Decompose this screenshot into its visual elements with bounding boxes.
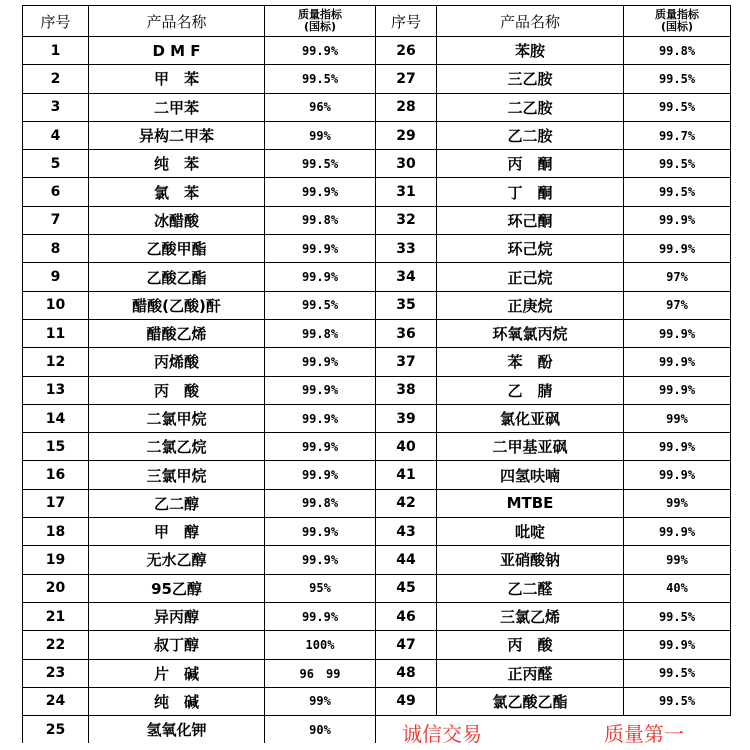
row-number: 45 (376, 574, 437, 602)
row-number: 6 (23, 178, 89, 206)
quality-spec: 99.9% (265, 461, 376, 489)
row-number: 13 (23, 376, 89, 404)
header-name-right: 产品名称 (437, 6, 624, 37)
table-row (23, 291, 731, 319)
product-name: 四氢呋喃 (437, 461, 624, 489)
header-spec-line2: (国标) (660, 20, 694, 33)
product-name: 乙二醇 (89, 489, 265, 517)
slogan-left: 诚信交易 (402, 722, 482, 744)
product-name: 正丙醛 (437, 659, 624, 687)
table-row (23, 121, 731, 149)
quality-spec: 99.9% (265, 518, 376, 546)
row-number: 19 (23, 546, 89, 574)
product-name: 乙 腈 (437, 376, 624, 404)
row-number: 30 (376, 150, 437, 178)
row-number: 32 (376, 206, 437, 234)
quality-spec: 99.9% (265, 37, 376, 65)
header-seq-right: 序号 (376, 6, 437, 37)
product-name: 乙二醛 (437, 574, 624, 602)
row-number: 24 (23, 687, 89, 715)
row-number: 46 (376, 602, 437, 630)
product-table (22, 5, 731, 743)
product-name: 二乙胺 (437, 93, 624, 121)
product-name: 乙酸甲酯 (89, 235, 265, 263)
header-name-left: 产品名称 (89, 6, 265, 37)
row-number: 20 (23, 574, 89, 602)
product-name: 二甲基亚砜 (437, 433, 624, 461)
quality-spec: 99.5% (624, 178, 731, 206)
table-row (23, 235, 731, 263)
quality-spec: 95% (265, 574, 376, 602)
row-number: 33 (376, 235, 437, 263)
quality-spec: 99.5% (265, 65, 376, 93)
product-name: 苯 酚 (437, 348, 624, 376)
table-row (23, 574, 731, 602)
quality-spec: 99.9% (624, 433, 731, 461)
product-name: 无水乙醇 (89, 546, 265, 574)
quality-spec: 99.5% (624, 687, 731, 715)
product-name: 冰醋酸 (89, 206, 265, 234)
row-number: 4 (23, 121, 89, 149)
quality-spec: 97% (624, 291, 731, 319)
table-row (23, 489, 731, 517)
row-number: 35 (376, 291, 437, 319)
quality-spec: 99.9% (265, 546, 376, 574)
row-number: 10 (23, 291, 89, 319)
product-name: 乙酸乙酯 (89, 263, 265, 291)
table-row (23, 65, 731, 93)
row-number: 38 (376, 376, 437, 404)
row-number: 17 (23, 489, 89, 517)
quality-spec: 99% (624, 489, 731, 517)
quality-spec: 99.9% (624, 376, 731, 404)
quality-spec: 99.9% (265, 235, 376, 263)
slogan-right: 质量第一 (604, 722, 684, 744)
table-row (23, 546, 731, 574)
product-name: 吡啶 (437, 518, 624, 546)
row-number: 27 (376, 65, 437, 93)
product-name: 乙二胺 (437, 121, 624, 149)
quality-spec: 99.9% (265, 404, 376, 432)
slogan-cell (376, 716, 731, 744)
quality-spec: 99.9% (265, 602, 376, 630)
header-spec-left (265, 6, 376, 37)
row-number: 40 (376, 433, 437, 461)
row-number: 15 (23, 433, 89, 461)
table-row (23, 348, 731, 376)
table-row (23, 433, 731, 461)
product-name: 二氯甲烷 (89, 404, 265, 432)
table-row (23, 93, 731, 121)
row-number: 49 (376, 687, 437, 715)
product-name: 正己烷 (437, 263, 624, 291)
row-number: 47 (376, 631, 437, 659)
table-row (23, 376, 731, 404)
table-row (23, 319, 731, 347)
row-number: 3 (23, 93, 89, 121)
quality-spec: 99% (265, 687, 376, 715)
quality-spec: 99.5% (624, 659, 731, 687)
quality-spec: 99.5% (624, 602, 731, 630)
header-spec-line2: (国标) (303, 20, 337, 33)
row-number: 1 (23, 37, 89, 65)
quality-spec: 99.9% (265, 376, 376, 404)
row-number: 21 (23, 602, 89, 630)
quality-spec: 99.7% (624, 121, 731, 149)
quality-spec: 99.8% (265, 319, 376, 347)
product-name: 正庚烷 (437, 291, 624, 319)
quality-spec: 99% (265, 121, 376, 149)
quality-spec: 99.5% (265, 291, 376, 319)
product-name: 氯化亚砜 (437, 404, 624, 432)
quality-spec: 99.9% (624, 631, 731, 659)
row-number: 28 (376, 93, 437, 121)
product-name: 环氧氯丙烷 (437, 319, 624, 347)
quality-spec: 99.9% (624, 319, 731, 347)
row-number: 11 (23, 319, 89, 347)
quality-spec: 99.9% (265, 178, 376, 206)
table-row (23, 687, 731, 715)
product-name: 氯乙酸乙酯 (437, 687, 624, 715)
quality-spec: 40% (624, 574, 731, 602)
quality-spec: 99.5% (624, 150, 731, 178)
product-name: 醋酸(乙酸)酐 (89, 291, 265, 319)
row-number: 39 (376, 404, 437, 432)
product-name: 苯胺 (437, 37, 624, 65)
product-name: 氯 苯 (89, 178, 265, 206)
product-name: MTBE (437, 489, 624, 517)
row-number: 36 (376, 319, 437, 347)
quality-spec: 99.8% (265, 489, 376, 517)
product-name: 丙烯酸 (89, 348, 265, 376)
header-spec-line1: 质量指标 (655, 8, 699, 21)
row-number: 12 (23, 348, 89, 376)
product-name: 环己酮 (437, 206, 624, 234)
row-number: 48 (376, 659, 437, 687)
table-row (23, 37, 731, 65)
row-number: 26 (376, 37, 437, 65)
quality-spec: 99.9% (624, 461, 731, 489)
row-number: 2 (23, 65, 89, 93)
product-name: 三氯乙烯 (437, 602, 624, 630)
header-spec-line1: 质量指标 (298, 8, 342, 21)
row-number: 5 (23, 150, 89, 178)
quality-spec: 96% (265, 93, 376, 121)
product-name: 丙 酸 (437, 631, 624, 659)
table-row (23, 178, 731, 206)
table-row (23, 659, 731, 687)
table-row (23, 631, 731, 659)
product-name: D M F (89, 37, 265, 65)
product-name: 纯 苯 (89, 150, 265, 178)
product-name: 三乙胺 (437, 65, 624, 93)
quality-spec: 99.5% (624, 93, 731, 121)
quality-spec: 99.5% (624, 65, 731, 93)
quality-spec: 99.9% (624, 206, 731, 234)
product-name: 氢氧化钾 (89, 716, 265, 744)
product-name: 纯 碱 (89, 687, 265, 715)
row-number: 7 (23, 206, 89, 234)
product-name: 叔丁醇 (89, 631, 265, 659)
quality-spec: 99.9% (265, 433, 376, 461)
row-number: 44 (376, 546, 437, 574)
row-number: 18 (23, 518, 89, 546)
quality-spec: 99.9% (624, 518, 731, 546)
table-row (23, 206, 731, 234)
product-name: 异丙醇 (89, 602, 265, 630)
quality-spec: 99.9% (265, 348, 376, 376)
row-number: 16 (23, 461, 89, 489)
quality-spec: 99.9% (624, 235, 731, 263)
table-row (23, 404, 731, 432)
quality-spec: 96 99 (265, 659, 376, 687)
table-row (23, 461, 731, 489)
product-name: 95乙醇 (89, 574, 265, 602)
row-number: 22 (23, 631, 89, 659)
quality-spec: 99.8% (265, 206, 376, 234)
quality-spec: 90% (265, 716, 376, 744)
product-name: 丙 酮 (437, 150, 624, 178)
product-name: 甲 苯 (89, 65, 265, 93)
row-number: 9 (23, 263, 89, 291)
quality-spec: 99.9% (265, 263, 376, 291)
row-number: 42 (376, 489, 437, 517)
table-row (23, 518, 731, 546)
product-name: 异构二甲苯 (89, 121, 265, 149)
row-number: 34 (376, 263, 437, 291)
header-seq-left: 序号 (23, 6, 89, 37)
table-row (23, 263, 731, 291)
product-name: 丁 酮 (437, 178, 624, 206)
row-number: 37 (376, 348, 437, 376)
product-name: 甲 醇 (89, 518, 265, 546)
row-number: 43 (376, 518, 437, 546)
row-number: 25 (23, 716, 89, 744)
quality-spec: 99.9% (624, 348, 731, 376)
quality-spec: 97% (624, 263, 731, 291)
product-name: 片 碱 (89, 659, 265, 687)
product-name: 亚硝酸钠 (437, 546, 624, 574)
table-row (23, 150, 731, 178)
table-body (23, 37, 731, 744)
product-name: 三氯甲烷 (89, 461, 265, 489)
table-row-last (23, 716, 731, 744)
product-name: 二甲苯 (89, 93, 265, 121)
quality-spec: 99% (624, 404, 731, 432)
row-number: 41 (376, 461, 437, 489)
row-number: 14 (23, 404, 89, 432)
product-name: 丙 酸 (89, 376, 265, 404)
table-row (23, 602, 731, 630)
row-number: 31 (376, 178, 437, 206)
product-name: 醋酸乙烯 (89, 319, 265, 347)
product-name: 二氯乙烷 (89, 433, 265, 461)
header-row (23, 6, 731, 37)
product-name: 环己烷 (437, 235, 624, 263)
header-spec-right (624, 6, 731, 37)
row-number: 29 (376, 121, 437, 149)
quality-spec: 100% (265, 631, 376, 659)
row-number: 8 (23, 235, 89, 263)
row-number: 23 (23, 659, 89, 687)
quality-spec: 99.5% (265, 150, 376, 178)
quality-spec: 99.8% (624, 37, 731, 65)
quality-spec: 99% (624, 546, 731, 574)
